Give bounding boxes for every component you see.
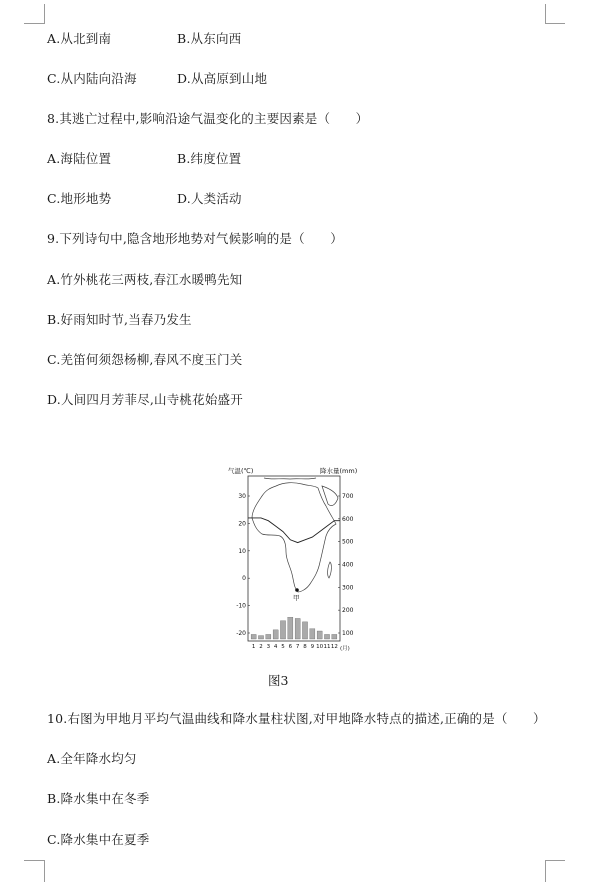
q10-option-b: B.降水集中在冬季 xyxy=(47,791,150,806)
temp-tick-label: 20 xyxy=(238,520,246,528)
question-8: 8.其逃亡过程中,影响沿途气温变化的主要因素是（ ） xyxy=(47,111,369,126)
month-label: 12 xyxy=(330,644,338,650)
option-c-previous: C.从内陆向沿海 xyxy=(47,71,137,86)
q9-option-a: A.竹外桃花三两枝,春江水暖鸭先知 xyxy=(47,272,243,287)
question-9: 9.下列诗句中,隐含地形地势对气候影响的是（ ） xyxy=(47,231,343,246)
temp-tick-label: 10 xyxy=(238,547,246,555)
month-unit-label: (月) xyxy=(340,646,350,652)
climate-figure xyxy=(228,464,358,654)
q8-option-d: D.人类活动 xyxy=(177,191,242,206)
option-d-previous: D.从高原到山地 xyxy=(177,71,268,86)
temp-tick-label: 30 xyxy=(238,493,246,500)
option-b-previous: B.从东向西 xyxy=(177,31,242,46)
month-label: 11 xyxy=(323,644,331,650)
month-label: 8 xyxy=(303,644,307,650)
month-label: 7 xyxy=(295,644,300,650)
q9-option-b: B.好雨知时节,当春乃发生 xyxy=(47,312,192,327)
left-axis-title: 气温(℃) xyxy=(228,467,254,475)
q9-option-c: C.羌笛何须怨杨柳,春风不度玉门关 xyxy=(47,352,243,367)
precip-bar-3 xyxy=(266,634,271,639)
chart-frame xyxy=(248,476,340,641)
europe-edge xyxy=(264,478,316,479)
africa-map xyxy=(252,478,338,592)
month-label: 6 xyxy=(288,644,293,650)
temp-tick-label: -20 xyxy=(236,630,246,637)
precip-bar-5 xyxy=(280,621,285,639)
q10-option-a: A.全年降水均匀 xyxy=(47,751,137,766)
q8-option-b: B.纬度位置 xyxy=(177,151,242,166)
q8-option-c: C.地形地势 xyxy=(47,191,112,206)
rain-tick-label: 400 xyxy=(342,561,354,569)
precip-bar-4 xyxy=(273,630,278,639)
rain-tick-label: 500 xyxy=(342,538,354,546)
place-marker-jia xyxy=(295,588,299,592)
rain-tick-label: 300 xyxy=(342,584,354,592)
africa-coastline xyxy=(252,483,336,592)
rain-tick-label: 700 xyxy=(342,493,354,500)
precip-bar-10 xyxy=(317,631,322,639)
rain-tick-label: 200 xyxy=(342,607,354,615)
q8-option-a: A.海陆位置 xyxy=(47,151,112,166)
month-label: 5 xyxy=(281,644,285,650)
precip-bar-8 xyxy=(302,622,307,639)
precip-bar-11 xyxy=(324,634,329,639)
figure-caption: 图3 xyxy=(268,673,289,688)
month-label: 1 xyxy=(251,644,256,650)
rain-tick-label: 100 xyxy=(342,630,354,637)
month-label: 9 xyxy=(310,644,315,650)
month-label: 4 xyxy=(273,644,278,650)
right-axis-title: 降水量(mm) xyxy=(320,467,358,475)
q10-option-c: C.降水集中在夏季 xyxy=(47,832,150,847)
precip-bar-9 xyxy=(310,629,315,639)
precip-bar-1 xyxy=(251,634,256,639)
madagascar xyxy=(328,562,332,578)
place-label-jia: 甲 xyxy=(293,594,300,602)
precip-bar-7 xyxy=(295,618,300,639)
question-10: 10.右图为甲地月平均气温曲线和降水量柱状图,对甲地降水特点的描述,正确的是（ ） xyxy=(47,711,546,726)
temp-tick-label: 0 xyxy=(242,575,246,583)
rain-tick-label: 600 xyxy=(342,515,354,523)
option-a-previous: A.从北到南 xyxy=(47,31,112,46)
climate-chart-svg xyxy=(228,464,358,654)
month-label: 10 xyxy=(316,644,324,650)
month-label: 2 xyxy=(259,644,263,650)
precip-bar-2 xyxy=(258,636,263,639)
month-label: 3 xyxy=(266,644,271,650)
precip-bar-12 xyxy=(332,634,337,639)
temp-tick-label: -10 xyxy=(236,602,246,610)
precip-bar-6 xyxy=(288,617,293,639)
q9-option-d: D.人间四月芳菲尽,山寺桃花始盛开 xyxy=(47,392,243,407)
temperature-curve xyxy=(248,518,340,543)
